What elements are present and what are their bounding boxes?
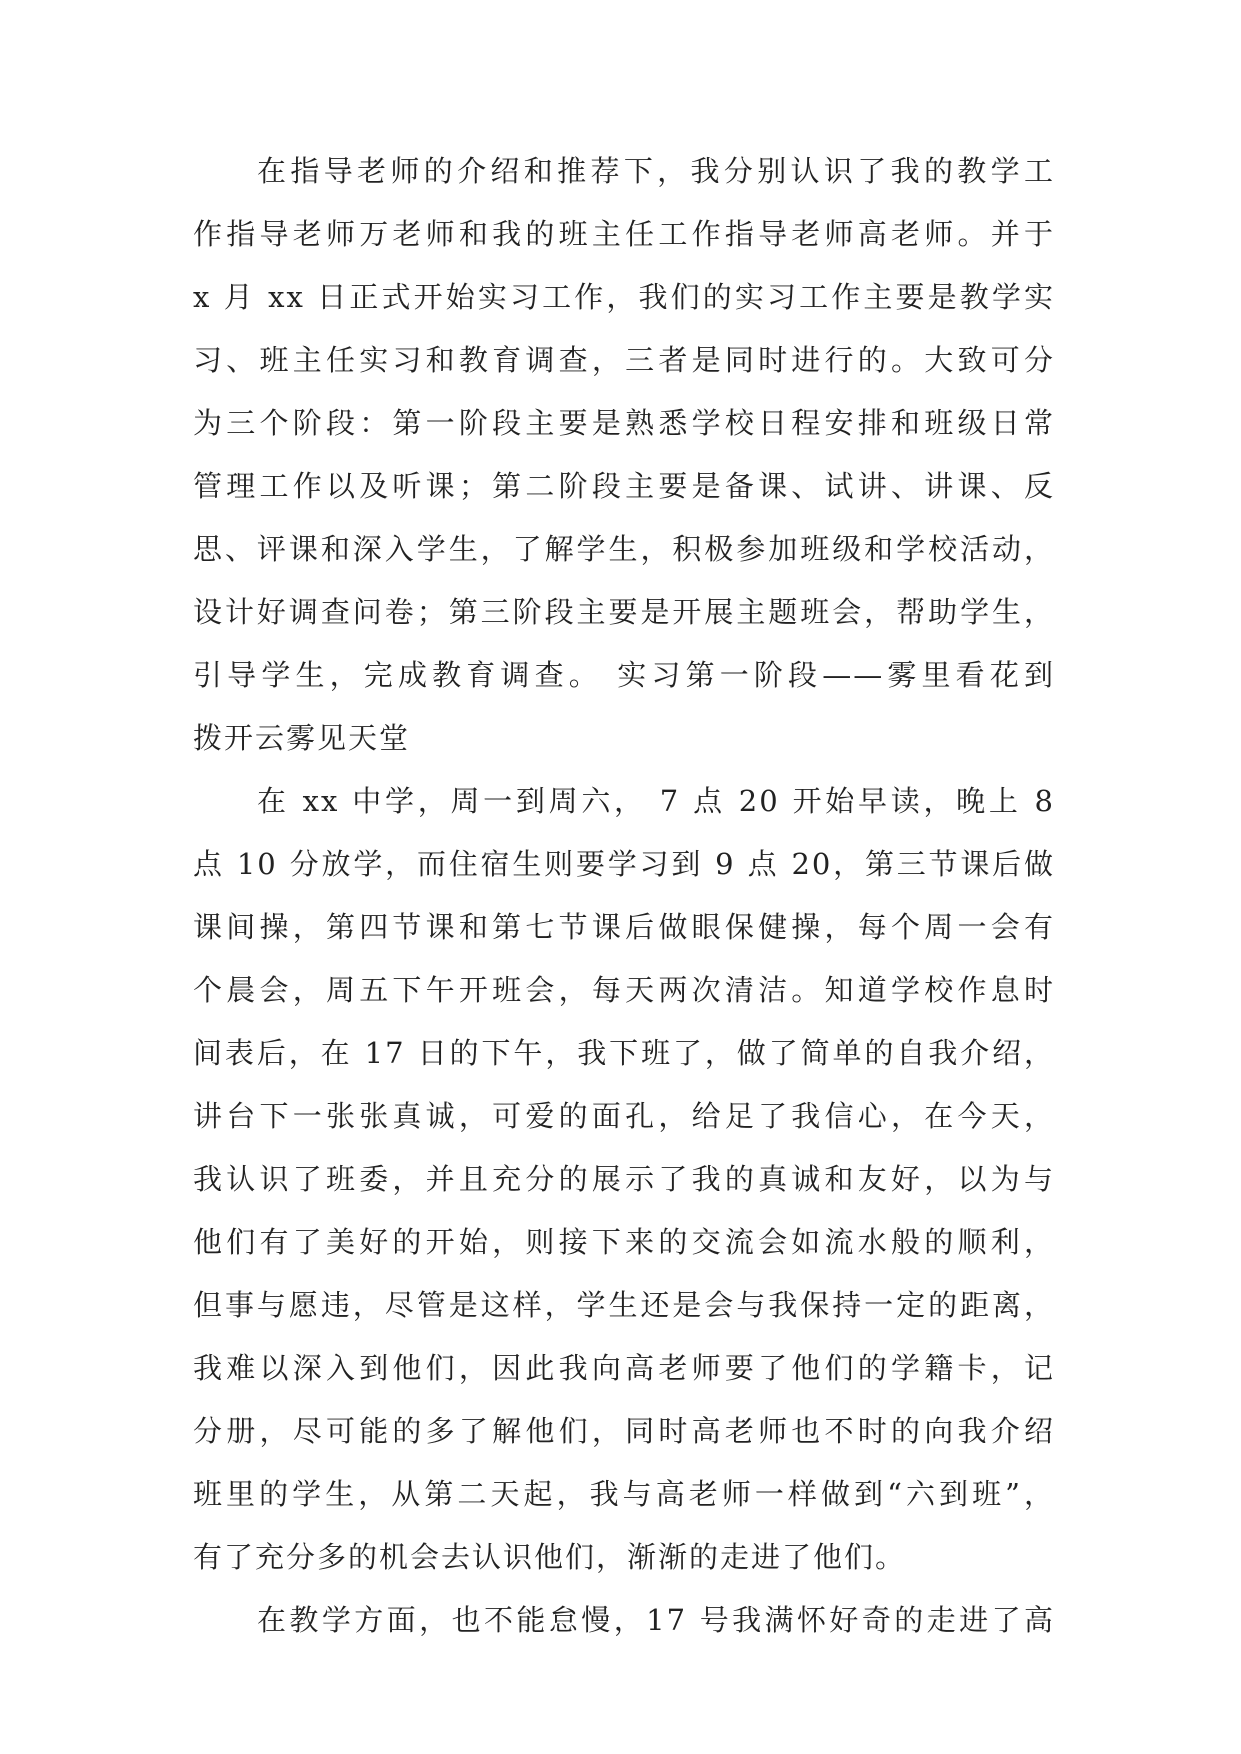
text-line: 分册，尽可能的多了解他们，同时高老师也不时的向我介绍 (193, 1414, 1055, 1448)
text-line: 设计好调查问卷；第三阶段主要是开展主题班会，帮助学生， (193, 595, 1055, 629)
paragraph-internship-overview (193, 140, 1055, 770)
text-line: 在教学方面，也不能怠慢，17 号我满怀好奇的走进了高 (257, 1603, 1055, 1637)
text-line: 间表后，在 17 日的下午，我下班了，做了简单的自我介绍， (193, 1036, 1055, 1070)
text-line: 但事与愿违，尽管是这样，学生还是会与我保持一定的距离， (193, 1288, 1055, 1322)
paragraph-school-schedule (193, 770, 1055, 1589)
paragraph-teaching (193, 1589, 1055, 1652)
text-line: 我难以深入到他们，因此我向高老师要了他们的学籍卡，记 (193, 1351, 1055, 1385)
text-line: 为三个阶段：第一阶段主要是熟悉学校日程安排和班级日常 (193, 406, 1055, 440)
text-line: 拨开云雾见天堂 (193, 721, 411, 755)
text-line: x 月 xx 日正式开始实习工作，我们的实习工作主要是教学实 (193, 280, 1055, 314)
text-line: 课间操，第四节课和第七节课后做眼保健操，每个周一会有 (193, 910, 1055, 944)
text-line: 个晨会，周五下午开班会，每天两次清洁。知道学校作息时 (193, 973, 1055, 1007)
text-line: 习、班主任实习和教育调查，三者是同时进行的。大致可分 (193, 343, 1055, 377)
text-line: 思、评课和深入学生，了解学生，积极参加班级和学校活动， (193, 532, 1055, 566)
text-line: 讲台下一张张真诚，可爱的面孔，给足了我信心，在今天， (193, 1099, 1055, 1133)
text-line: 他们有了美好的开始，则接下来的交流会如流水般的顺利， (193, 1225, 1055, 1259)
text-line: 在 xx 中学，周一到周六， 7 点 20 开始早读，晚上 8 (257, 784, 1055, 818)
text-line: 引导学生，完成教育调查。 实习第一阶段——雾里看花到 (193, 658, 1055, 692)
document-page (193, 140, 1055, 1652)
text-line: 点 10 分放学，而住宿生则要学习到 9 点 20，第三节课后做 (193, 847, 1055, 881)
text-line: 作指导老师万老师和我的班主任工作指导老师高老师。并于 (193, 217, 1055, 251)
text-line: 有了充分多的机会去认识他们，渐渐的走进了他们。 (193, 1540, 907, 1574)
text-line: 管理工作以及听课；第二阶段主要是备课、试讲、讲课、反 (193, 469, 1055, 503)
text-line: 我认识了班委，并且充分的展示了我的真诚和友好，以为与 (193, 1162, 1055, 1196)
text-line: 在指导老师的介绍和推荐下，我分别认识了我的教学工 (257, 154, 1055, 188)
text-line: 班里的学生，从第二天起，我与高老师一样做到“六到班”， (193, 1477, 1055, 1511)
